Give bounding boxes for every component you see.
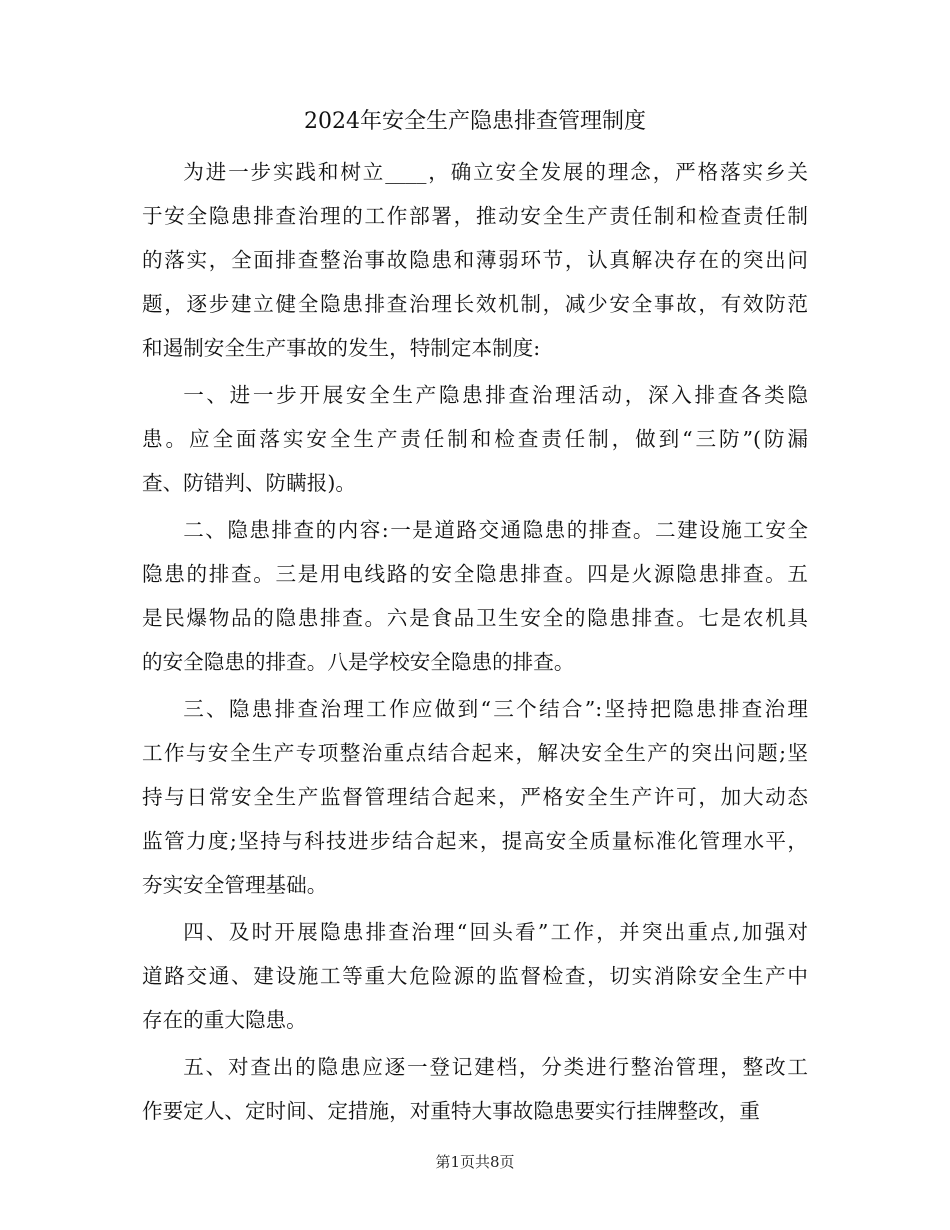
text-line: 为进一步实践和树立____，确立安全发展的理念，严格落实乡关	[183, 160, 808, 184]
paragraph	[142, 373, 808, 505]
paragraph	[142, 687, 808, 907]
text-line: 于安全隐患排查治理的工作部署，推动安全生产责任制和检查责任制	[142, 204, 808, 228]
document-body	[142, 150, 808, 1133]
text-line: 夯实安全管理基础。	[142, 873, 328, 897]
text-line: 的落实，全面排查整治事故隐患和薄弱环节，认真解决存在的突出问	[142, 248, 808, 272]
text-line: 监管力度;坚持与科技进步结合起来，提高安全质量标准化管理水平，	[142, 829, 808, 853]
page-footer: 第1页共8页	[435, 1153, 515, 1171]
text-line: 和遏制安全生产事故的发生，特制定本制度:	[142, 336, 541, 360]
text-line: 道路交通、建设施工等重大危险源的监督检查，切实消除安全生产中	[142, 964, 808, 988]
text-line: 的安全隐患的排查。八是学校安全隐患的排查。	[142, 650, 575, 674]
paragraph	[142, 508, 808, 684]
text-line: 题，逐步建立健全隐患排查治理长效机制，减少安全事故，有效防范	[142, 292, 808, 316]
paragraph	[142, 910, 808, 1042]
text-line: 存在的重大隐患。	[142, 1008, 307, 1032]
text-line: 患。应全面落实安全生产责任制和检查责任制，做到“三防”(防漏	[142, 427, 808, 451]
text-line: 四、及时开展隐患排查治理“回头看”工作，并突出重点,加强对	[183, 920, 808, 944]
paragraph	[142, 150, 808, 370]
text-line: 是民爆物品的隐患排查。六是食品卫生安全的隐患排查。七是农机具	[142, 606, 808, 630]
document-title: 2024年安全生产隐患排查管理制度	[304, 109, 646, 134]
text-line: 三、隐患排查治理工作应做到“三个结合”:坚持把隐患排查治理	[183, 697, 808, 721]
text-line: 作要定人、定时间、定措施，对重特大事故隐患要实行挂牌整改，重	[142, 1099, 760, 1123]
text-line: 隐患的排查。三是用电线路的安全隐患排查。四是火源隐患排查。五	[142, 562, 808, 586]
paragraph	[142, 1045, 808, 1133]
text-line: 查、防错判、防瞒报)。	[142, 471, 356, 495]
text-line: 工作与安全生产专项整治重点结合起来，解决安全生产的突出问题;坚	[142, 741, 808, 765]
text-line: 持与日常安全生产监督管理结合起来，严格安全生产许可，加大动态	[142, 785, 808, 809]
text-line: 一、进一步开展安全生产隐患排查治理活动，深入排查各类隐	[183, 383, 808, 407]
text-line: 五、对查出的隐患应逐一登记建档，分类进行整治管理，整改工	[183, 1055, 808, 1079]
text-line: 二、隐患排查的内容:一是道路交通隐患的排查。二建设施工安全	[183, 518, 808, 542]
